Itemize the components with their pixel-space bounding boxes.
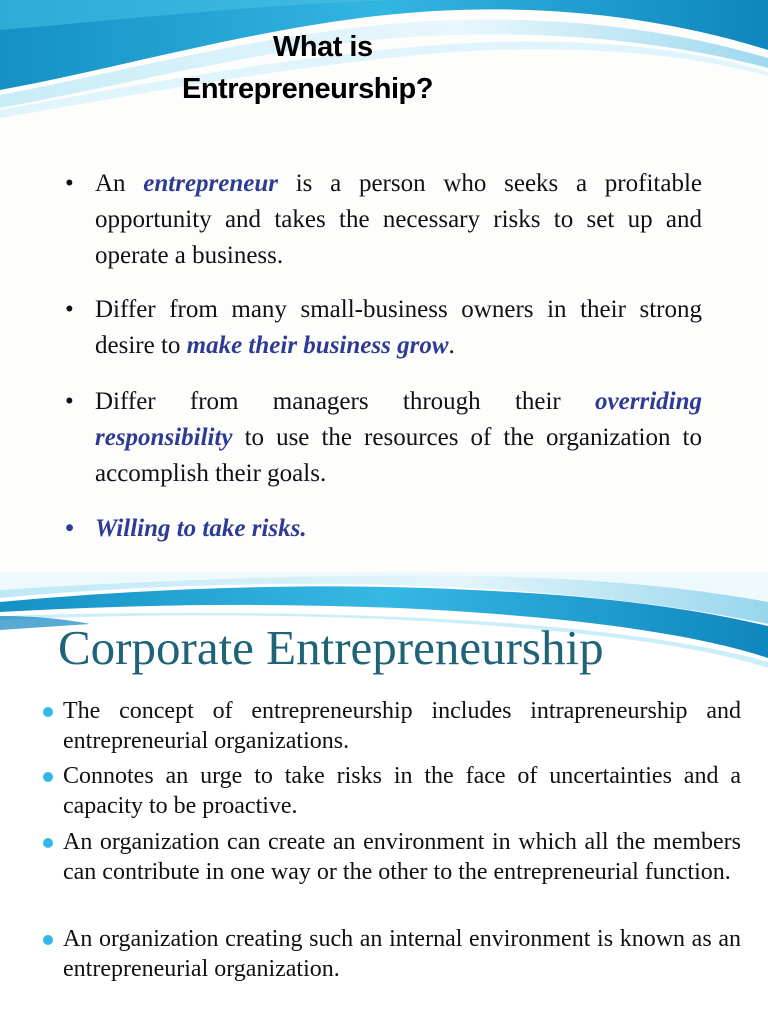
emphasis-text: overriding responsibility xyxy=(95,388,702,451)
bullet-text: An organization can create an environment in which all the members can contribute in one way or the other to the entrepreneurial function. xyxy=(63,829,741,885)
bullet-text: Connotes an urge to take risks in the face of uncertainties and a capacity to be proactive. xyxy=(63,763,741,819)
bullet-marker: • xyxy=(65,170,74,197)
bullet-marker: • xyxy=(65,388,74,415)
slide1-title-line1: What is xyxy=(273,31,373,63)
bullet-dot-icon xyxy=(42,827,63,887)
slide1-bullet-3 xyxy=(65,384,702,492)
bullet-dot-icon xyxy=(42,924,63,984)
bullet-dot-icon xyxy=(42,696,63,756)
bullet-text: Differ from managers through their overriding responsibility to use the resources of the organization to accomplish their goals. xyxy=(95,388,702,487)
bullet-marker: • xyxy=(65,296,74,323)
slide1-bullet-2 xyxy=(65,292,702,364)
bullet-text xyxy=(95,511,702,547)
bullet-marker: • xyxy=(65,515,74,542)
emphasis-text: make their business grow xyxy=(186,332,449,359)
slide1-title-line2: Entrepreneurship? xyxy=(182,73,433,105)
slide1-title xyxy=(182,26,502,110)
emphasis-text: Willing to take risks. xyxy=(95,515,307,542)
slide-corporate-entrepreneurship xyxy=(0,572,768,1024)
slide2-bullet-2 xyxy=(42,761,741,821)
slide2-bullet-1 xyxy=(42,696,741,756)
bullet-text: An organization creating such an internal environment is known as an entrepreneurial organization. xyxy=(63,926,741,982)
slide1-bullet-4 xyxy=(65,511,702,547)
slide2-bullet-4 xyxy=(42,924,741,984)
bullet-text: An entrepreneur is a person who seeks a profitable opportunity and takes the necessary risks to set up and operate a business. xyxy=(95,170,702,269)
bullet-dot-icon xyxy=(42,761,63,821)
bullet-text: The concept of entrepreneurship includes intrapreneurship and entrepreneurial organizations. xyxy=(63,698,741,754)
slide1-bullet-1 xyxy=(65,166,702,274)
slide2-bullet-3 xyxy=(42,827,741,887)
bullet-text: Differ from many small-business owners in their strong desire to make their business grow. xyxy=(95,296,702,359)
emphasis-text: entrepreneur xyxy=(143,170,279,197)
slide2-title: Corporate Entrepreneurship xyxy=(58,620,604,675)
